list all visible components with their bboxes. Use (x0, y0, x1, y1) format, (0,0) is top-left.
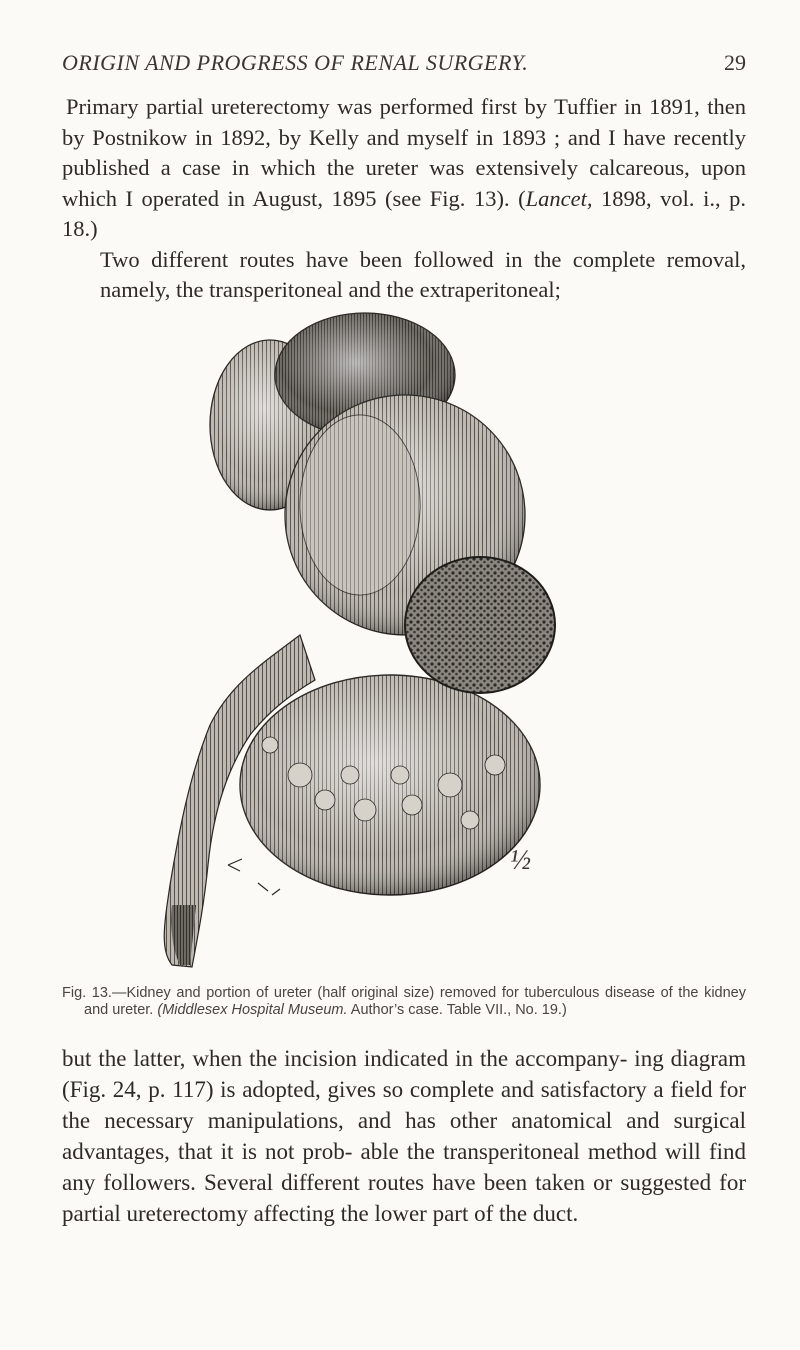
caption-text-b: Author’s case. Table VII., No. 19.) (350, 1002, 567, 1018)
scale-label: ½ (510, 845, 531, 876)
figure-caption (62, 985, 746, 1019)
kidney-figure (150, 305, 570, 975)
caption-text-a: Fig. 13.—Kidney and portion of ureter (half original size) removed for tuberculous disease of the kidney and ureter. (62, 985, 746, 1018)
paragraph-1-text-a: Primary partial ureterectomy was performed first by Tuffier in 1891, then by Postnikow in 1892, by Kelly and myself in 1893 ; and I have recently published a case in which the ureter was extensively calcareous, upon which I operated in August, 1895 (see Fig. 13). (62, 94, 746, 211)
cut-surface (405, 557, 555, 693)
paragraph-1-text-b: 1898, vol. i., p. 18.) (62, 185, 746, 241)
caption-source: (Middlesex Hospital Museum. (157, 1002, 348, 1018)
running-head (62, 50, 746, 80)
paragraph-1-text-c: Two different routes have been followed in the complete removal, namely, the transperitoneal and the extraperitoneal; (100, 246, 746, 302)
kidney-illustration (164, 313, 555, 967)
paragraph-1: Primary partial ureterectomy was performed first by Tuffier in 1891, then by Postnikow in 1892, by Kelly and myself in 1893 ; and I have recently published a case in which the ureter was extensively calcareous, upon which I operated in August, 1895 (see Fig. 13). (Lancet, 1898, vol. i., p. 18.) Two different routes have been followed in the complete removal, namely, the transperitoneal and the extraperitoneal; (62, 92, 746, 306)
paragraph-2: but the latter, when the incision indicated in the accompany- ing diagram (Fig. 24, p. 117) is adopted, gives so complete and satisfactory a field for the necessary manipulations, and has other anatomical and surgical advantages, that it is not prob- able the transperitoneal method will find any followers. Several different routes have been taken or suggested for partial ureterectomy affecting the lower part of the duct. (62, 1046, 746, 1226)
lancet-citation: Lancet, (525, 185, 593, 211)
page-number: 29 (724, 50, 746, 75)
running-title: ORIGIN AND PROGRESS OF RENAL SURGERY. (62, 50, 529, 75)
